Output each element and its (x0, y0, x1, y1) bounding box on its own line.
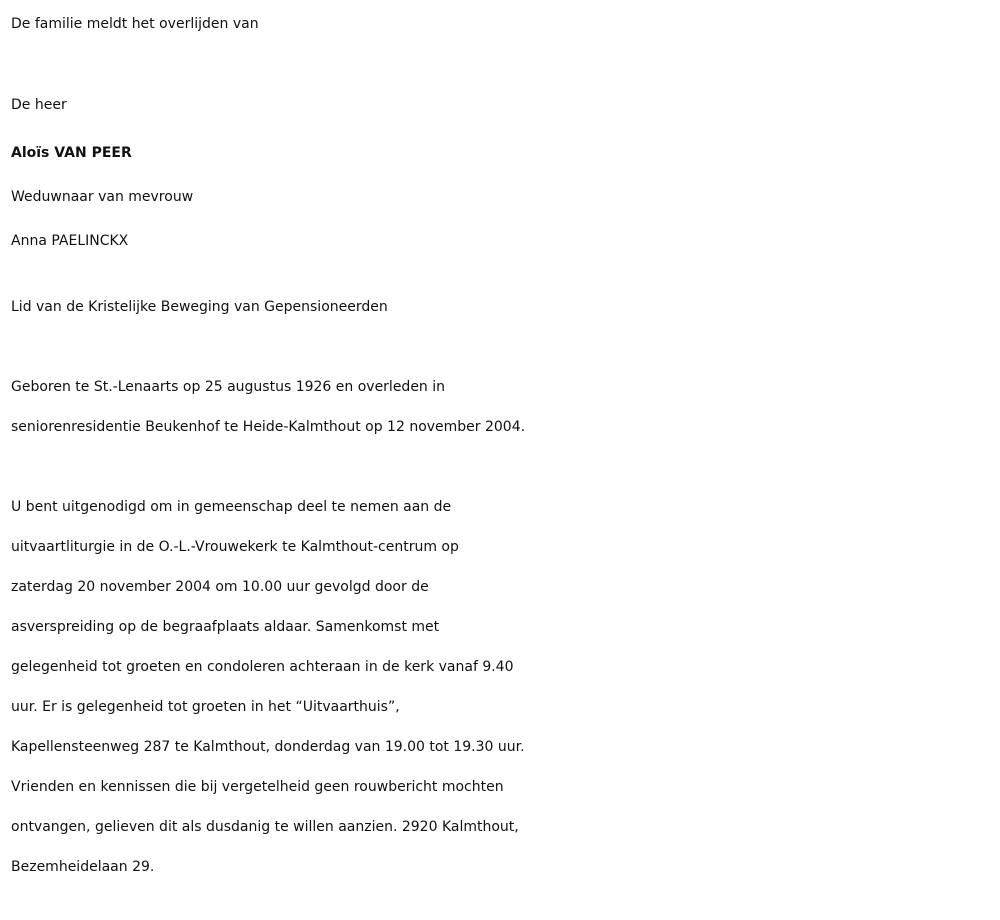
paragraph-line: seniorenresidentie Beukenhof te Heide-Kalmthout op 12 november 2004. (11, 419, 526, 435)
paragraph-line: Kapellensteenweg 287 te Kalmthout, donderdag van 19.00 tot 19.30 uur. (11, 739, 525, 755)
paragraph-line: zaterdag 20 november 2004 om 10.00 uur gevolgd door de (11, 579, 429, 595)
intro-text: De familie meldt het overlijden van (11, 16, 259, 32)
paragraph-line: Vrienden en kennissen die bij vergetelheid geen rouwbericht mochten (11, 779, 504, 795)
paragraph-line: Geboren te St.-Lenaarts op 25 augustus 1926 en overleden in (11, 379, 446, 395)
spouse-name: Anna PAELINCKX (11, 233, 129, 249)
invitation-paragraph (11, 487, 1000, 887)
deceased-name: Aloïs VAN PEER (11, 145, 132, 161)
membership-text: Lid van de Kristelijke Beweging van Gepensioneerden (11, 299, 388, 315)
paragraph-line: U bent uitgenodigd om in gemeenschap deel te nemen aan de (11, 499, 452, 515)
paragraph-line: Bezemheidelaan 29. (11, 859, 155, 875)
birth-death-paragraph (11, 367, 1000, 447)
paragraph-line: uitvaartliturgie in de O.-L.-Vrouwekerk te Kalmthout-centrum op (11, 539, 459, 555)
paragraph-line: ontvangen, gelieven dit als dusdanig te willen aanzien. 2920 Kalmthout, (11, 819, 519, 835)
paragraph-line: gelegenheid tot groeten en condoleren achteraan in de kerk vanaf 9.40 (11, 659, 514, 675)
widower-text: Weduwnaar van mevrouw (11, 189, 194, 205)
paragraph-line: uur. Er is gelegenheid tot groeten in het “Uitvaarthuis”, (11, 699, 400, 715)
paragraph-line: asverspreiding op de begraafplaats aldaar. Samenkomst met (11, 619, 440, 635)
salutation: De heer (11, 97, 67, 113)
